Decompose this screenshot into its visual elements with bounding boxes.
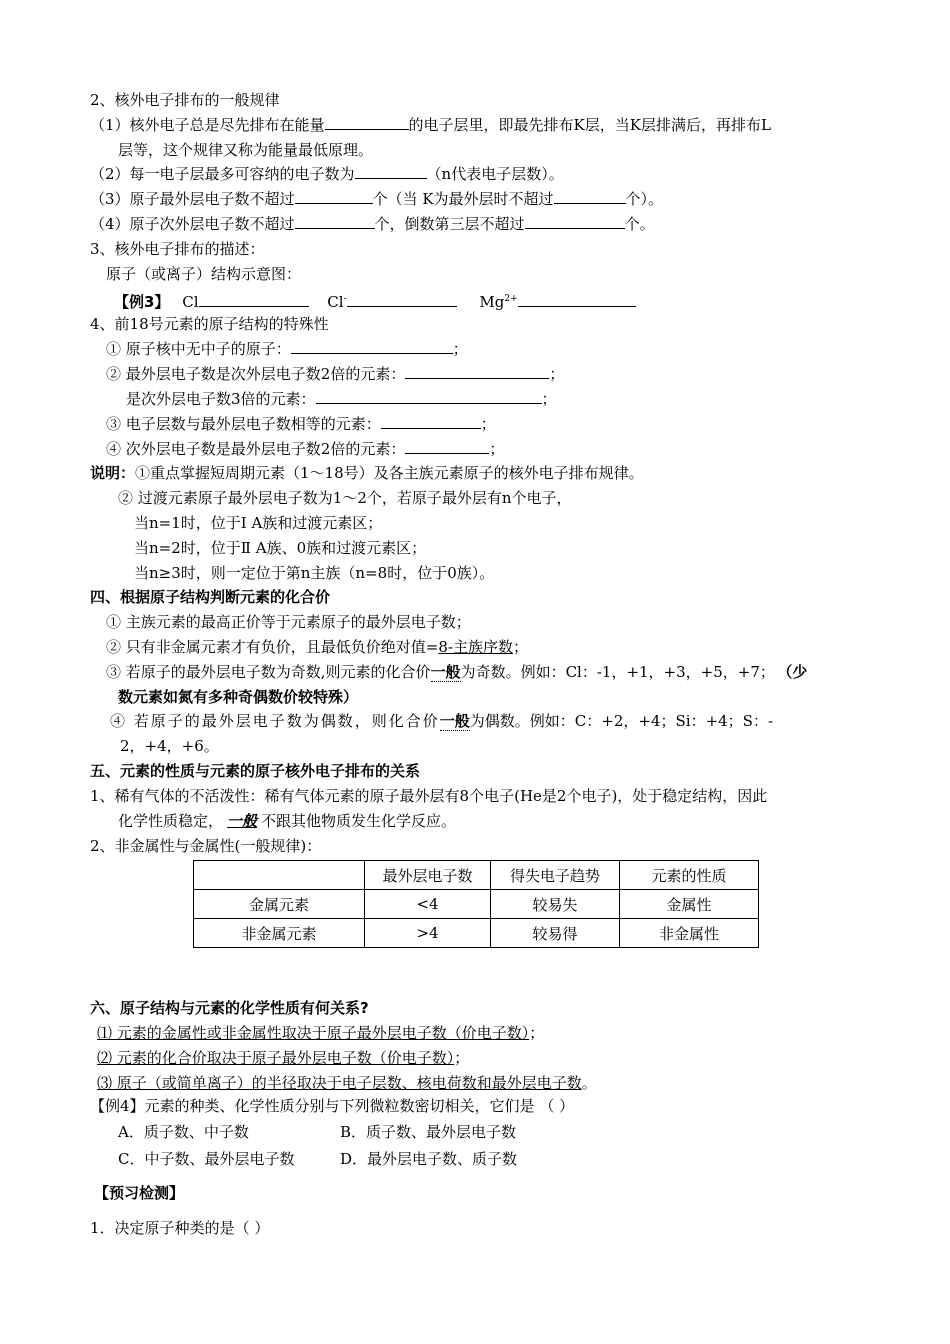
valence-2-line [106,637,528,657]
example-3-label: 【例3】 [114,293,170,311]
special-3-line [106,414,496,434]
third-outer-blank[interactable] [525,214,625,229]
special-2-text: ② 最外层电子数是次外层电子数2倍的元素： [106,365,406,383]
energy-blank[interactable] [325,115,409,130]
relation-3-line [97,1073,597,1093]
property-table [193,860,759,948]
cl-label: Cl [182,293,199,311]
relation-1-line [97,1023,544,1043]
note-1-text: ①重点掌握短周期元素（1～18号）及各主族元素原子的核外电子排布规律。 [135,464,644,482]
valence-2-formula: 8-主族序数 [438,638,513,656]
section-2-heading: 2、核外电子排布的一般规律 [90,91,280,109]
special-4-line [106,439,504,459]
cl-ion-label: Cl [327,293,344,311]
second-outer-blank[interactable] [295,214,375,229]
special-1-end: ； [452,340,468,358]
note-label: 说明： [90,464,136,482]
valence-3-text-c: 为奇数。例如：Cl：-1，+1，+3，+5，+7； [460,663,775,681]
special-2b-line [126,389,557,409]
valence-3-text-a: ③ 若原子的最外层电子数为奇数,则元素的化合价 [106,663,431,681]
valence-3-line [106,662,807,682]
valence-4-emphasis: 一般 [439,712,470,730]
option-d[interactable]: D．最外层电子数、质子数 [340,1150,518,1168]
valence-4-line [110,711,773,731]
mg-blank[interactable] [518,292,636,307]
table-header-cell: 元素的性质 [620,861,759,890]
rule-2-text-b: （n代表电子层数）。 [426,165,564,183]
special-3-end: ； [480,415,496,433]
valence-3-emphasis: 一般 [430,663,461,681]
special-2b-end: ； [541,390,557,408]
special-2b-blank[interactable] [316,389,542,404]
metal-nonmetal-line: 2、非金属性与金属性(一般规律)： [90,837,322,855]
valence-4-cont: 2，+4，+6。 [120,737,219,755]
special-2b-text: 是次外层电子数3倍的元素： [126,390,316,408]
valence-3-note-a: （少 [784,663,808,681]
special-2-blank[interactable] [405,364,549,379]
cl-blank[interactable] [199,292,309,307]
relation-3-text: ⑶ 原子（或简单离子）的半径取决于电子层数、核电荷数和最外层电子数 [97,1074,582,1092]
valence-4-text-c: 为偶数。例如：C：+2，+4；Si：+4；S：- [469,712,774,730]
relation-2-text: ⑵ 元素的化合价取决于原子最外层电子数（价电子数） [97,1049,455,1067]
note-2-line: ② 过渡元素原子最外层电子数为1～2个，若原子最外层有n个电子， [118,489,572,507]
valence-2-end: ； [512,638,528,656]
valence-1-line: ① 主族元素的最高正价等于元素原子的最外层电子数； [106,613,471,631]
special-1-line [106,339,468,359]
table-cell: 金属性 [620,890,759,919]
special-4-end: ； [489,440,505,458]
outer-max-blank[interactable] [295,189,373,204]
example-4-question: 【例4】元素的种类、化学性质分别与下列微粒数密切相关，它们是 （ ） [90,1097,575,1115]
table-cell: 非金属元素 [194,919,365,948]
section-3-sub: 原子（或离子）结构示意图： [106,265,302,283]
table-header-cell: 最外层电子数 [365,861,491,890]
note-1-line [90,463,644,483]
noble-gas-line: 1、稀有气体的不活泼性：稀有气体元素的原子最外层有8个电子(He是2个电子)，处于稳定结构，因此 [90,787,768,805]
section-six-heading: 六、原子结构与元素的化学性质有何关系? [90,999,369,1017]
section-3-heading: 3、核外电子排布的描述： [90,240,265,258]
special-2-end: ； [549,365,565,383]
table-header-cell [194,861,365,890]
relation-3-end: 。 [581,1074,597,1092]
rule-2-line [90,164,564,184]
rule-3-line [90,189,663,209]
rule-2-text-a: （2）每一电子层最多可容纳的电子数为 [90,165,355,183]
rule-1-text-b: 的电子层里，即最先排布K层，当K层排满后，再排布L [408,116,771,134]
example-3-line [114,289,636,312]
note-5-line: 当n≥3时，则一定位于第n主族（n=8时，位于0族）。 [134,564,495,582]
valence-4-text-a: ④ 若原子的最外层电子数为偶数，则化合价 [110,712,440,730]
special-1-text: ① 原子核中无中子的原子： [106,340,291,358]
special-4-text: ④ 次外层电子数是最外层电子数2倍的元素： [106,440,406,458]
option-b[interactable]: B．质子数、最外层电子数 [340,1123,517,1141]
table-cell: >4 [365,919,491,948]
rule-4-text-b: 个，倒数第三层不超过 [374,215,525,233]
valence-2-text-a: ② 只有非金属元素才有负价，且最低负价绝对值= [106,638,439,656]
relation-2-line [97,1048,469,1068]
rule-4-text-a: （4）原子次外层电子数不超过 [90,215,295,233]
table-cell: 金属元素 [194,890,365,919]
preview-question-1: 1．决定原子种类的是（ ） [90,1219,270,1237]
rule-1-cont: 层等，这个规律又称为能量最低原理。 [118,141,374,159]
k-max-blank[interactable] [554,189,626,204]
table-row [194,890,759,919]
cl-ion-charge: - [343,294,347,304]
table-header-row [194,861,759,890]
rule-1-text-a: （1）核外电子总是尽先排布在能量 [90,116,325,134]
special-3-blank[interactable] [381,414,481,429]
special-2-line [106,364,564,384]
option-c[interactable]: C．中子数、最外层电子数 [118,1150,295,1168]
rule-3-text-c: 个）。 [625,190,664,208]
valence-3-note-b: 数元素如氮有多种奇偶数价较特殊） [118,688,359,706]
noble-gas-cont [118,811,456,831]
section-four-heading: 四、根据原子结构判断元素的化合价 [90,588,331,606]
noble-gas-text-d: 不跟其他物质发生化学反应。 [261,812,457,830]
mg-label: Mg [479,293,505,311]
max-electrons-blank[interactable] [355,164,427,179]
section-five-heading: 五、元素的性质与元素的原子核外电子排布的关系 [90,762,421,780]
table-cell: <4 [365,890,491,919]
special-3-text: ③ 电子层数与最外层电子数相等的元素： [106,415,381,433]
table-cell: 较易得 [491,919,620,948]
noble-gas-text-b: 化学性质稳定， [118,812,224,830]
special-4-blank[interactable] [405,439,489,454]
rule-1-line [90,115,771,135]
cl-ion-blank[interactable] [347,292,457,307]
table-header-cell: 得失电子趋势 [491,861,620,890]
special-1-blank[interactable] [291,339,453,354]
mg-charge: 2+ [504,294,518,304]
preview-heading: 【预习检测】 [94,1184,185,1202]
relation-1-text: ⑴ 元素的金属性或非金属性取决于原子最外层电子数（价电子数） [97,1024,530,1042]
note-4-line: 当n=2时，位于Ⅱ A族、0族和过渡元素区； [134,539,427,557]
rule-3-text-a: （3）原子最外层电子数不超过 [90,190,295,208]
option-a[interactable]: A．质子数、中子数 [118,1123,249,1141]
rule-4-line [90,214,655,234]
note-3-line: 当n=1时，位于Ⅰ A族和过渡元素区； [134,514,383,532]
rule-4-text-c: 个。 [624,215,655,233]
noble-gas-emphasis: 一般 [227,812,258,830]
table-row [194,919,759,948]
rule-3-text-b: 个（当 K为最外层时不超过 [372,190,554,208]
relation-1-end: ； [529,1024,545,1042]
section-4-heading: 4、前18号元素的原子结构的特殊性 [90,315,329,333]
relation-2-end: ； [454,1049,470,1067]
table-cell: 较易失 [491,890,620,919]
table-cell: 非金属性 [620,919,759,948]
